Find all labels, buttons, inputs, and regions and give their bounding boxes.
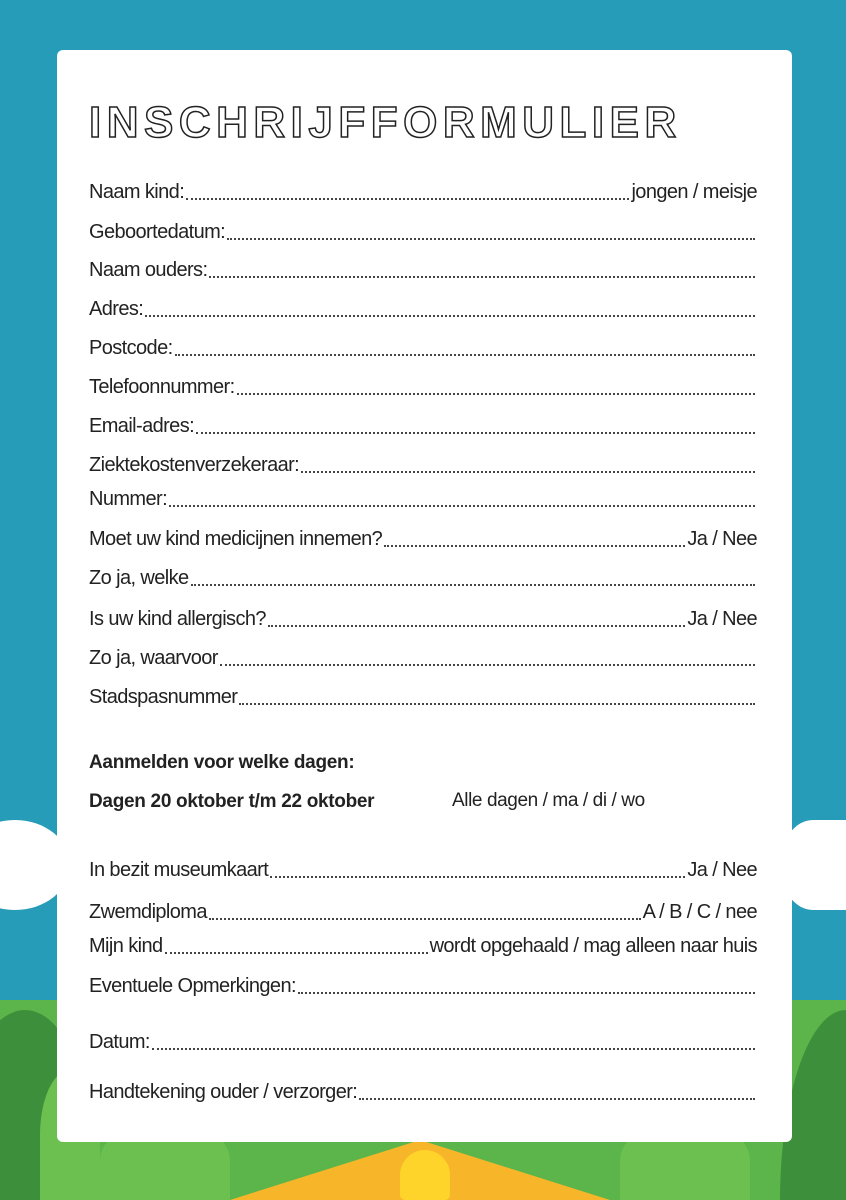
field-label: Handtekening ouder / verzorger:	[89, 1081, 358, 1103]
field-input-line[interactable]	[239, 703, 755, 705]
field-input-line[interactable]	[209, 918, 641, 920]
form-field[interactable]	[89, 220, 757, 244]
form-field[interactable]	[89, 934, 757, 958]
field-input-line[interactable]	[220, 664, 755, 666]
field-input-line[interactable]	[237, 393, 755, 395]
days-period: Dagen 20 oktober t/m 22 oktober	[89, 791, 375, 812]
form-field[interactable]	[89, 646, 757, 670]
field-label: Nummer:	[89, 488, 168, 510]
field-input-line[interactable]	[268, 625, 685, 627]
form-field[interactable]	[89, 414, 757, 438]
field-input-line[interactable]	[227, 238, 755, 240]
form-field[interactable]	[89, 566, 757, 590]
field-label: Stadspasnummer	[89, 686, 238, 708]
field-label: Moet uw kind medicijnen innemen?	[89, 528, 383, 550]
form-field[interactable]	[89, 453, 757, 477]
field-input-line[interactable]	[186, 198, 629, 200]
field-options[interactable]: wordt opgehaald / mag alleen naar huis	[429, 935, 757, 957]
form-field[interactable]	[89, 336, 757, 360]
field-label: Zo ja, welke	[89, 567, 189, 589]
field-input-line[interactable]	[152, 1048, 755, 1050]
field-label: Adres:	[89, 298, 144, 320]
field-input-line[interactable]	[384, 545, 685, 547]
field-input-line[interactable]	[270, 876, 685, 878]
form-field[interactable]	[89, 375, 757, 399]
form-field[interactable]	[89, 685, 757, 709]
field-input-line[interactable]	[359, 1098, 755, 1100]
field-input-line[interactable]	[301, 471, 755, 473]
field-input-line[interactable]	[191, 584, 755, 586]
form-field[interactable]	[89, 180, 757, 204]
field-input-line[interactable]	[169, 505, 755, 507]
field-label: Postcode:	[89, 337, 173, 359]
field-input-line[interactable]	[209, 276, 755, 278]
field-label: Zwemdiploma	[89, 901, 207, 923]
form-field[interactable]	[89, 858, 757, 882]
field-options[interactable]: A / B / C / nee	[642, 901, 757, 923]
field-options[interactable]: Ja / Nee	[687, 608, 757, 630]
field-label: In bezit museumkaart	[89, 859, 269, 881]
form-field[interactable]	[89, 1030, 757, 1054]
field-label: Email-adres:	[89, 415, 195, 437]
field-label: Datum:	[89, 1031, 150, 1053]
field-label: Telefoonnummer:	[89, 376, 235, 398]
form-field[interactable]	[89, 974, 757, 998]
field-options[interactable]: Ja / Nee	[687, 859, 757, 881]
field-label: Is uw kind allergisch?	[89, 608, 266, 630]
field-options[interactable]: jongen / meisje	[631, 181, 757, 203]
field-label: Naam ouders:	[89, 259, 208, 281]
form-field[interactable]	[89, 1080, 757, 1104]
days-heading: Aanmelden voor welke dagen:	[89, 752, 355, 773]
form-field[interactable]	[89, 527, 757, 551]
form-field[interactable]	[89, 258, 757, 282]
field-label: Eventuele Opmerkingen:	[89, 975, 296, 997]
field-label: Zo ja, waarvoor	[89, 647, 218, 669]
field-input-line[interactable]	[175, 354, 755, 356]
form-field[interactable]	[89, 607, 757, 631]
field-label: Naam kind:	[89, 181, 185, 203]
page-title: INSCHRIJFFORMULIER	[89, 98, 682, 147]
field-input-line[interactable]	[196, 432, 755, 434]
field-options[interactable]: Ja / Nee	[687, 528, 757, 550]
form-field[interactable]	[89, 297, 757, 321]
field-label: Mijn kind	[89, 935, 163, 957]
field-label: Geboortedatum:	[89, 221, 226, 243]
field-input-line[interactable]	[145, 315, 755, 317]
days-options[interactable]: Alle dagen / ma / di / wo	[452, 790, 645, 811]
form-field[interactable]	[89, 900, 757, 924]
field-label: Ziektekostenverzekeraar:	[89, 454, 300, 476]
field-input-line[interactable]	[298, 992, 755, 994]
campfire-icon	[400, 1150, 450, 1200]
field-input-line[interactable]	[165, 952, 428, 954]
form-field[interactable]	[89, 487, 757, 511]
